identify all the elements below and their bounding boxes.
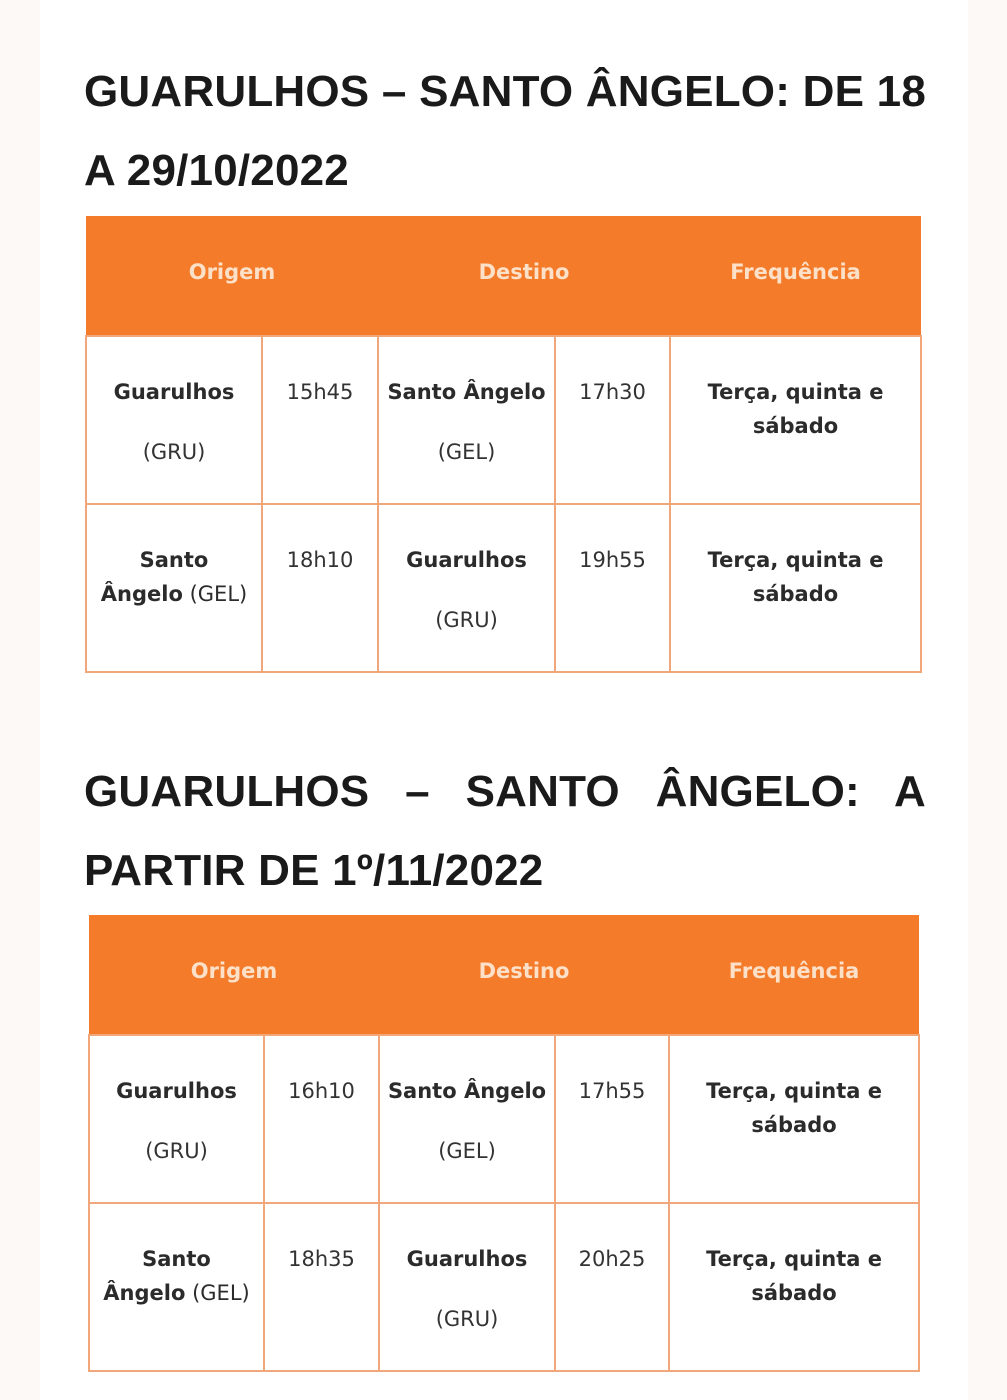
- header-origin: Origem: [89, 915, 379, 1035]
- arrival-cell: [555, 336, 670, 504]
- departure-time: 18h35: [288, 1247, 355, 1271]
- origin-code: (GRU): [142, 440, 206, 464]
- section-title: GUARULHOS – SANTO ÂNGELO: DE 18 A 29/10/2022: [84, 67, 926, 195]
- arrival-cell: [555, 1203, 669, 1371]
- destination-cell: [378, 504, 555, 672]
- departure-time: 15h45: [286, 380, 354, 404]
- arrival-time: 17h30: [579, 380, 646, 404]
- header-frequency: Frequência: [669, 915, 919, 1035]
- origin-city: Santo: [142, 1247, 211, 1271]
- section-title: GUARULHOS – SANTO ÂNGELO: A PARTIR DE 1º/11/2022: [84, 767, 926, 895]
- destination-city: Santo Ângelo: [387, 380, 546, 404]
- schedule-table: [88, 915, 920, 1372]
- destination-cell: [378, 336, 555, 504]
- table-row: [86, 336, 921, 504]
- frequency-text: Terça, quinta e sábado: [706, 1079, 882, 1137]
- departure-cell: [262, 504, 378, 672]
- origin-cell: [89, 1203, 264, 1371]
- destination-cell: [379, 1035, 555, 1203]
- header-destination: Destino: [378, 216, 670, 336]
- arrival-time: 17h55: [578, 1079, 646, 1103]
- frequency-text: Terça, quinta e sábado: [706, 1247, 882, 1305]
- arrival-time: 20h25: [578, 1247, 646, 1271]
- table-header-row: [89, 915, 919, 1035]
- origin-code: (GEL): [192, 1281, 250, 1305]
- origin-cell: [86, 336, 262, 504]
- origin-city: Guarulhos: [116, 1079, 237, 1103]
- origin-city: Santo: [139, 548, 209, 572]
- origin-code: (GEL): [189, 582, 248, 606]
- frequency-text: Terça, quinta e sábado: [707, 548, 884, 606]
- origin-code: (GRU): [145, 1139, 208, 1163]
- destination-city: Guarulhos: [406, 548, 527, 572]
- frequency-cell: [670, 336, 921, 504]
- header-origin: Origem: [86, 216, 378, 336]
- arrival-time: 19h55: [579, 548, 646, 572]
- destination-code: (GEL): [438, 1139, 496, 1163]
- destination-cell: [379, 1203, 555, 1371]
- destination-city: Santo Ângelo: [387, 1079, 547, 1103]
- frequency-cell: [669, 1203, 919, 1371]
- frequency-text: Terça, quinta e sábado: [707, 380, 884, 438]
- destination-city: Guarulhos: [406, 1247, 528, 1271]
- destination-code: (GRU): [435, 608, 498, 632]
- header-frequency: Frequência: [670, 216, 921, 336]
- departure-time: 16h10: [288, 1079, 355, 1103]
- destination-code: (GRU): [435, 1307, 499, 1331]
- table-row: [89, 1035, 919, 1203]
- origin-cell: [86, 504, 262, 672]
- origin-city-cont: Ângelo: [103, 1281, 186, 1305]
- destination-code: (GEL): [437, 440, 496, 464]
- table-row: [89, 1203, 919, 1371]
- departure-cell: [264, 1203, 379, 1371]
- table-row: [86, 504, 921, 672]
- departure-time: 18h10: [286, 548, 354, 572]
- origin-city: Guarulhos: [113, 380, 235, 404]
- departure-cell: [264, 1035, 379, 1203]
- frequency-cell: [669, 1035, 919, 1203]
- header-destination: Destino: [379, 915, 669, 1035]
- origin-cell: [89, 1035, 264, 1203]
- table-header-row: [86, 216, 921, 336]
- origin-city-cont: Ângelo: [100, 582, 183, 606]
- schedule-table: [85, 216, 922, 673]
- arrival-cell: [555, 504, 670, 672]
- departure-cell: [262, 336, 378, 504]
- arrival-cell: [555, 1035, 669, 1203]
- frequency-cell: [670, 504, 921, 672]
